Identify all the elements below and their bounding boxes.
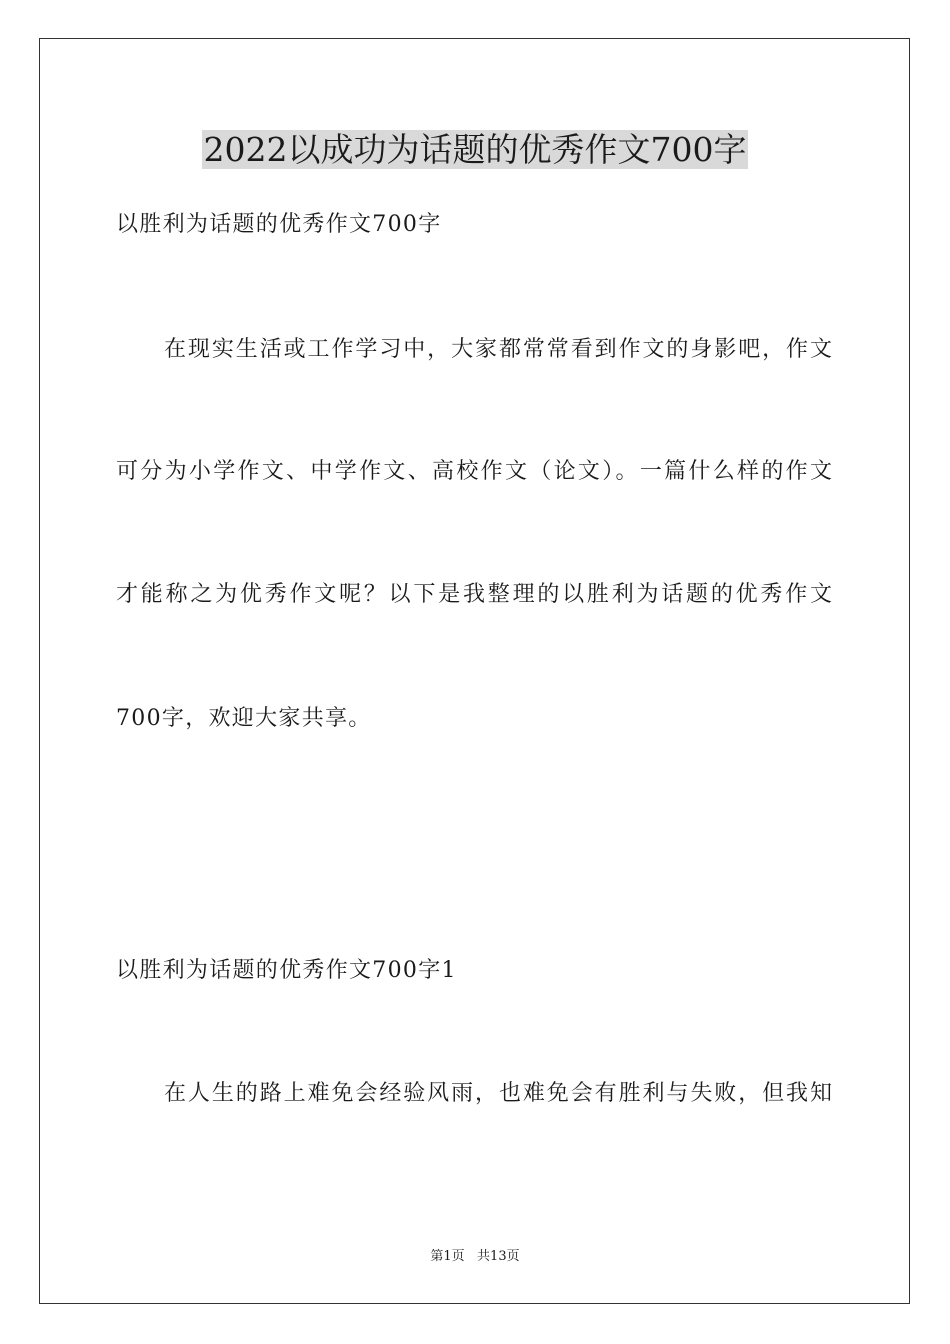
- page-number-footer: 第1页 共13页: [430, 1249, 520, 1264]
- paragraph-line-1: 在现实生活或工作学习中，大家都常常看到作文的身影吧，作文: [164, 337, 832, 362]
- paragraph-line-4: 700字，欢迎大家共享。: [116, 706, 372, 731]
- document-title-text: 2022以成功为话题的优秀作文700字: [203, 130, 747, 169]
- paragraph-line-3: 才能称之为优秀作文呢？以下是我整理的以胜利为话题的优秀作文: [116, 582, 832, 607]
- paragraph-line-2: 可分为小学作文、中学作文、高校作文（论文）。一篇什么样的作文: [116, 459, 832, 484]
- subtitle-line: 以胜利为话题的优秀作文700字: [116, 212, 442, 237]
- section-heading: 以胜利为话题的优秀作文700字1: [116, 958, 457, 983]
- document-title: [0, 128, 950, 172]
- paragraph-line-5: 在人生的路上难免会经验风雨，也难免会有胜利与失败，但我知: [164, 1081, 832, 1106]
